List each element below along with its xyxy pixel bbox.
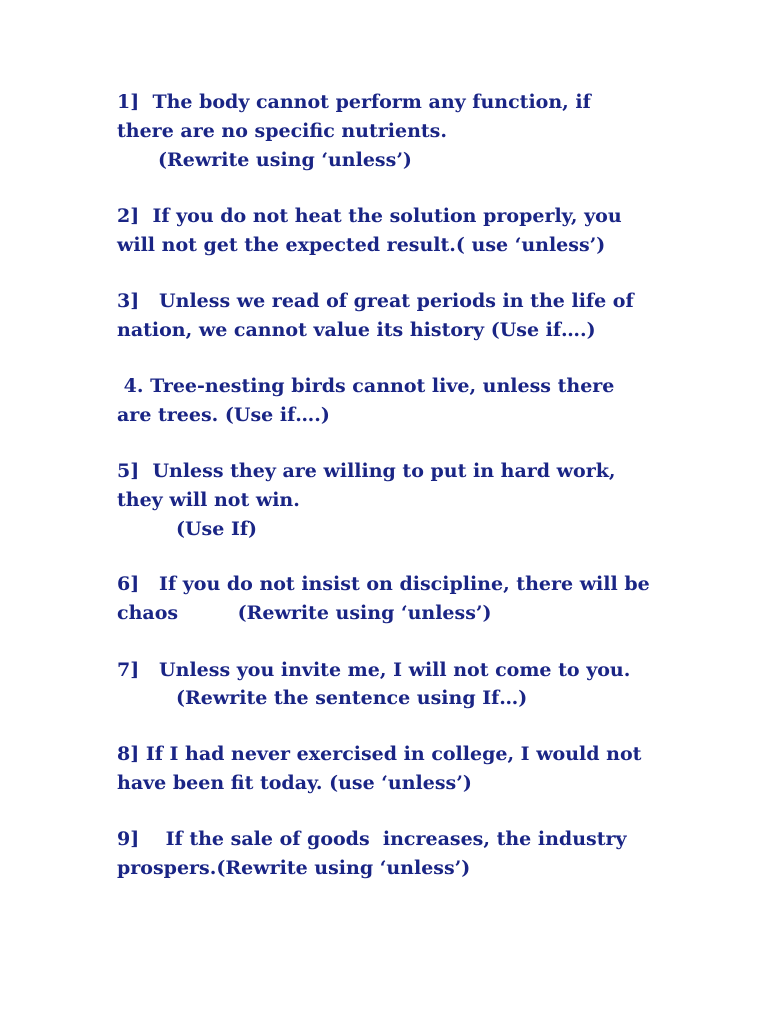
question-7-instruction: (Rewrite the sentence using If…) <box>176 687 528 709</box>
question-3-line-2: nation, we cannot value its history (Use if….) <box>117 319 596 341</box>
question-4-line-1: 4. Tree-nesting birds cannot live, unless there <box>117 375 615 397</box>
question-1-line-1: 1] The body cannot perform any function, if <box>117 91 591 113</box>
question-2-line-2: will not get the expected result.( use ‘unless’) <box>117 234 606 256</box>
question-4-line-2: are trees. (Use if….) <box>117 404 330 426</box>
question-5-line-1: 5] Unless they are willing to put in hard work, <box>117 460 616 482</box>
question-5-instruction: (Use If) <box>176 518 258 540</box>
question-1-instruction: (Rewrite using ‘unless’) <box>158 149 412 171</box>
question-7-line-1: 7] Unless you invite me, I will not come to you. <box>117 659 631 681</box>
question-3-line-1: 3] Unless we read of great periods in the life of <box>117 290 634 312</box>
question-6-line-2: chaos (Rewrite using ‘unless’) <box>117 602 492 624</box>
question-9-line-2: prospers.(Rewrite using ‘unless’) <box>117 857 471 879</box>
question-8-line-2: have been fit today. (use ‘unless’) <box>117 772 472 794</box>
question-2-line-1: 2] If you do not heat the solution properly, you <box>117 205 622 227</box>
question-9-line-1: 9] If the sale of goods increases, the industry <box>117 828 627 850</box>
question-5-line-2: they will not win. <box>117 489 300 511</box>
question-8-line-1: 8] If I had never exercised in college, I would not <box>117 743 642 765</box>
question-6-line-1: 6] If you do not insist on discipline, there will be <box>117 573 650 595</box>
question-1-line-2: there are no specific nutrients. <box>117 120 447 142</box>
